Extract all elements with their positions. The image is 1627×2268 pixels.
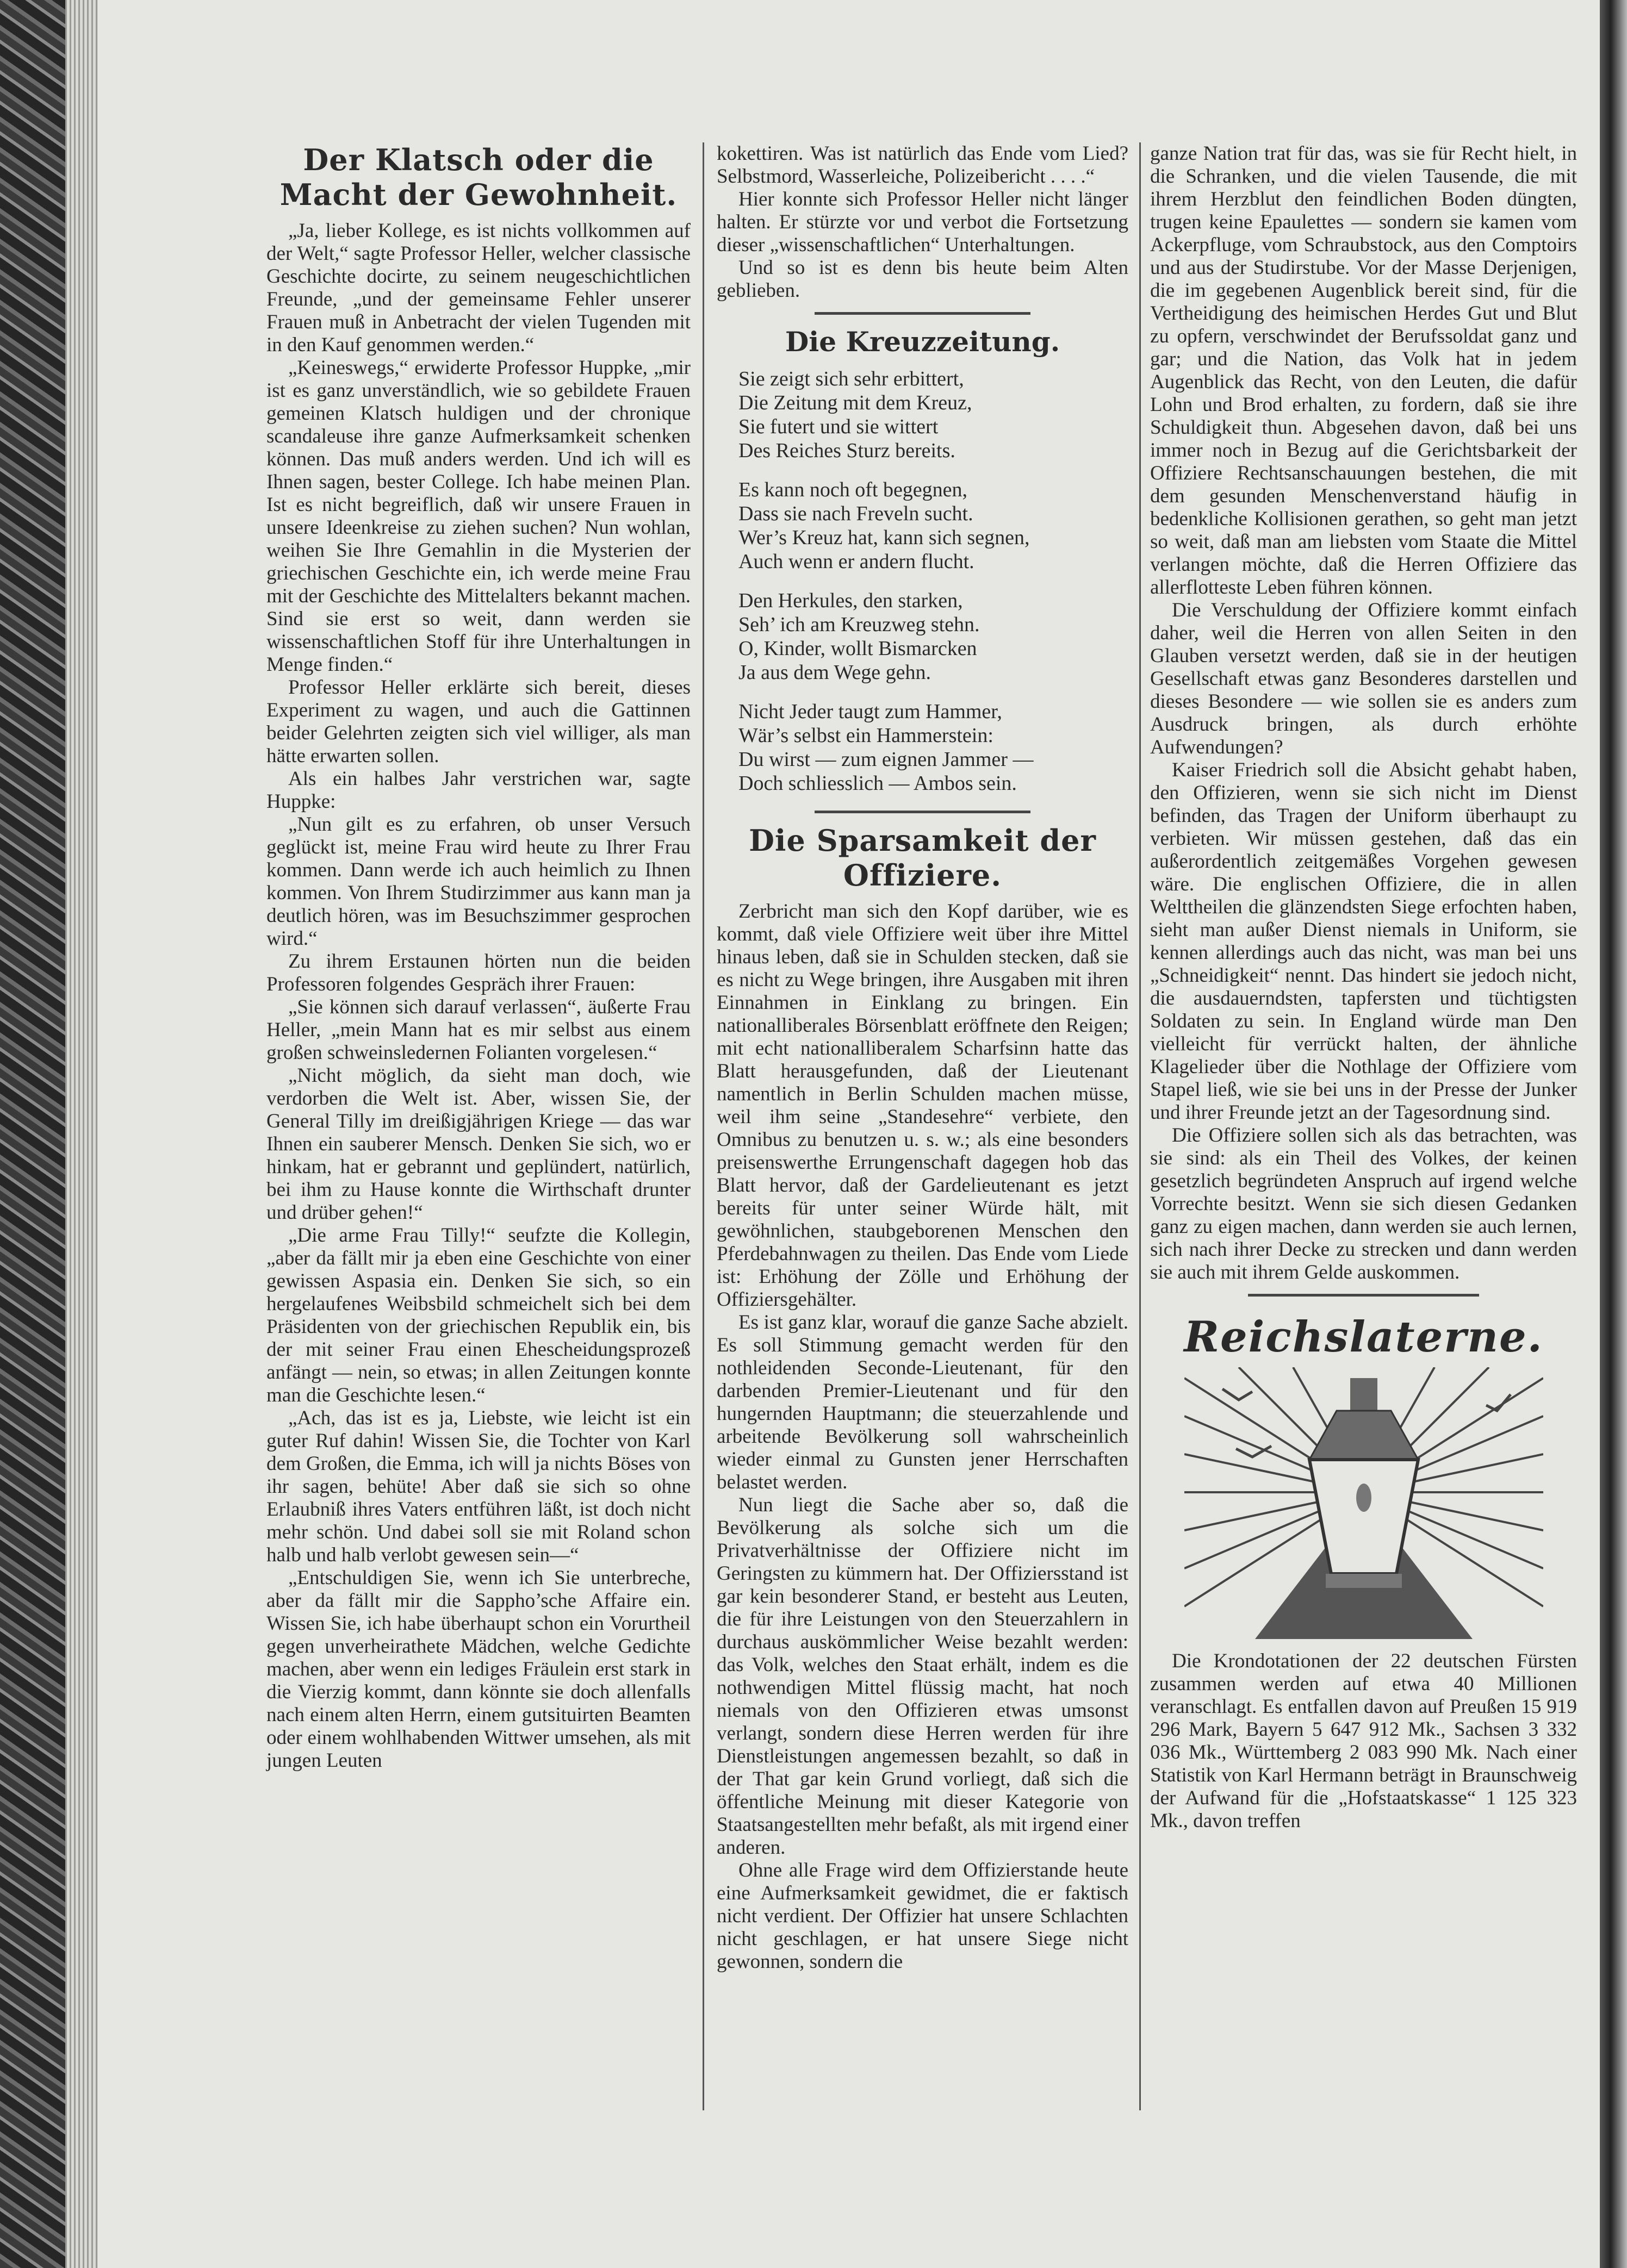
section-divider <box>815 811 1030 813</box>
section-title-reichslaterne: Reichslaterne. <box>1184 1312 1543 1362</box>
poem-stanza <box>738 367 1128 463</box>
paragraph: „Entschuldigen Sie, wenn ich Sie unterbreche, aber da fällt mir die Sappho’sche Affaire ein. Wissen Sie, ich habe überhaupt schon ein Vorurtheil gegen unverheirathete Mädchen, welche Gedichte machen, aber wenn ein lediges Fräulein erst stark in die Vierzig kommt, dann könnte sie doch allenfalls nach einem alten Herrn, einem gutsituirten Beamten oder einem wohlhabenden Wittwer umsehen, als mit jungen Leuten <box>266 1567 691 1772</box>
paragraph: „Ja, lieber Kollege, es ist nichts vollkommen auf der Welt,“ sagte Professor Heller, welcher classische Geschichte docirte, zu seinem neugeschichtlichen Freunde, „und der gemeinsame Fehler unserer Frauen muß in Anbetracht der vielen Tugenden mit in den Kauf genommen werden.“ <box>266 220 691 356</box>
paragraph: Zerbricht man sich den Kopf darüber, wie es kommt, daß viele Offiziere weit über ihre Mittel hinaus leben, daß sie in Schulden stecken, daß sie es nicht zu Wege bringen, ihre Ausgaben mit ihren Einnahmen in Einklang zu bringen. Ein nationalliberales Börsenblatt eröffnete den Reigen; mit echt nationalliberalem Scharfsinn hatte das Blatt herausgefunden, daß der Lieutenant namentlich in Berlin Schulden machen müsse, weil ihm seine „Standesehre“ verbiete, den Omnibus zu benutzen u. s. w.; als eine besonders preisenswerthe Errungenschaft dagegen hob das Blatt hervor, daß der Gardelieutenant es jetzt bereits für unter seiner Würde hält, mit gewöhnlichen, staubgeborenen Menschen den Pferdebahnwagen zu theilen. Das Ende vom Liede ist: Erhöhung der Zölle und Erhöhung der Offiziersgehälter. <box>717 900 1128 1311</box>
facing-page-edge <box>1600 0 1627 2268</box>
poem-line: Es kann noch oft begegnen, <box>738 478 968 501</box>
poem-line: Die Zeitung mit dem Kreuz, <box>738 391 972 414</box>
paragraph: Es ist ganz klar, worauf die ganze Sache abzielt. Es soll Stimmung gemacht werden für den nothleidenden Seconde-Lieutenant, für den darbenden Premier-Lieutenant und für den hungernden Hauptmann; die steuerzahlende und arbeitende Bevölkerung soll wahrscheinlich wieder einmal zu Gunsten jener Herrschaften belastet werden. <box>717 1311 1128 1493</box>
paragraph: „Ach, das ist es ja, Liebste, wie leicht ist ein guter Ruf dahin! Wissen Sie, die Tochter von Karl dem Großen, die Emma, ich will ja nichts Böses von ihr sagen, behüte! Aber daß sie sich so ohne Erlaubniß ihres Vaters entführen läßt, ist doch nicht mehr schön. Und dabei soll sie mit Roland schon halb und halb verlobt gewesen sein—“ <box>266 1407 691 1566</box>
lantern-illustration <box>1184 1367 1543 1639</box>
column-2 <box>717 142 1128 1973</box>
book-binding <box>0 0 65 2268</box>
paragraph: „Keineswegs,“ erwiderte Professor Huppke, „mir ist es ganz unverständlich, wie so gebildete Frauen gemeinen Klatsch huldigen und der chronique scandaleuse ihre ganze Aufmerksamkeit schenken können. Das muß anders werden. Und ich will es Ihnen sagen, bester College. Ich habe meinen Plan. Ist es nicht begreiflich, daß wir unsere Frauen in unsere Ideenkreise zu ziehen suchen? Nun wohlan, weihen Sie Ihre Gemahlin in die Mysterien der griechischen Geschichte ein, ich werde meine Frau mit der Geschichte des Mittelalters bekannt machen. Sind sie erst so weit, dann werden sie wissenschaftlichen Stoff für ihre Unterhaltungen in Menge finden.“ <box>266 357 691 676</box>
poem-title-kreuzzeitung: Die Kreuzzeitung. <box>785 326 1060 358</box>
lantern-base <box>1326 1574 1402 1588</box>
poem-stanza <box>738 700 1128 795</box>
paragraph: „Nicht möglich, da sieht man doch, wie verdorben die Welt ist. Aber, wissen Sie, der General Tilly im dreißigjährigen Kriege — das war Ihnen ein sauberer Mensch. Denken Sie sich, wo er hinkam, hat er gebrannt und geplündert, natürlich, bei ihm zu Hause konnte die Wirthschaft drunter und drüber gehen!“ <box>266 1064 691 1224</box>
lantern-roof <box>1309 1411 1418 1460</box>
paragraph: Als ein halbes Jahr verstrichen war, sagte Huppke: <box>266 768 691 813</box>
flame-icon <box>1356 1484 1371 1512</box>
column-divider <box>703 142 704 2110</box>
column-1 <box>266 142 691 1772</box>
column-divider <box>1139 142 1141 2110</box>
poem-line: Sie futert und sie wittert <box>738 415 939 438</box>
paragraph: Ohne alle Frage wird dem Offizierstande heute eine Aufmerksamkeit gewidmet, die er faktisch nicht verdient. Der Offizier hat unsere Schlachten nicht geschlagen, er hat unsere Siege nicht gewonnen, sondern die <box>717 1859 1128 1973</box>
paragraph: „Sie können sich darauf verlassen“, äußerte Frau Heller, „mein Mann hat es mir selbst aus einem großen schweinsledernen Folianten vorgelesen.“ <box>266 996 691 1064</box>
poem-line: Wer’s Kreuz hat, kann sich segnen, <box>738 526 1030 549</box>
poem-line: Des Reiches Sturz bereits. <box>738 439 955 462</box>
poem-line: Seh’ ich am Kreuzweg stehn. <box>738 613 980 636</box>
poem-stanza <box>738 478 1128 574</box>
page-edges <box>65 0 98 2268</box>
paragraph: Nun liegt die Sache aber so, daß die Bevölkerung als solche sich um die Privatverhältnisse der Offiziere nicht im Geringsten zu kümmern hat. Der Offiziersstand ist gar kein besonderer Stand, er besteht aus Leuten, die für ihre Leistungen von den Steuerzahlern in durchaus auskömmlicher Weise bezahlt werden: das Volk, welches den Staat erhält, indem es die nothwendigen Mittel flüssig macht, hat noch niemals von den Offizieren etwas umsonst verlangt, sondern diese Herren werden für ihre Dienstleistungen angemessen bezahlt, so daß in der That gar kein Grund vorliegt, daß sich die öffentliche Meinung mit dieser Kategorie von Staatsangestellten mehr befaßt, als mit irgend einer anderen. <box>717 1494 1128 1859</box>
paragraph: ganze Nation trat für das, was sie für Recht hielt, in die Schranken, und die vielen Tausende, die mit ihrem Herzblut den feindlichen Boden düngten, trugen keine Epaulettes — sondern sie kamen vom Ackerpfluge, vom Schraubstock, aus den Comptoirs und aus der Studirstube. Vor der Masse Derjenigen, die im gegebenen Augenblick bereit sind, für die Vertheidigung des heimischen Herdes Gut und Blut zu opfern, verschwindet der Berufssoldat ganz und gar; und die Nation, das Volk hat in jedem Augenblick das Recht, von den Leuten, die dafür Lohn und Brod erhalten, zu fordern, daß sie ihre Schuldigkeit thun. Abgesehen davon, daß bei uns immer noch in Bezug auf die Gerichtsbarkeit der Offiziere Rechtsanschauungen bestehen, die mit dem gesunden Menschenverstand häufig in bedenkliche Kollisionen gerathen, so geht man jetzt so weit, daß man am liebsten vom Staate die Mittel verlangen möchte, daß die Herren Offiziere das allerflotteste Leben führen können. <box>1150 142 1577 599</box>
lantern-chimney <box>1350 1378 1377 1411</box>
poem-line: O, Kinder, wollt Bismarcken <box>738 637 977 660</box>
section-divider <box>815 312 1030 315</box>
paragraph: Die Krondotationen der 22 deutschen Fürsten zusammen werden auf etwa 40 Millionen veranschlagt. Es entfallen davon auf Preußen 15 919 296 Mark, Bayern 5 647 912 Mk., Sachsen 3 332 036 Mk., Württemberg 2 083 990 Mk. Nach einer Statistik von Karl Hermann beträgt in Braunschweig der Aufwand für die „Hofstaatskasse“ 1 125 323 Mk., davon treffen <box>1150 1650 1577 1832</box>
paragraph: kokettiren. Was ist natürlich das Ende vom Lied? Selbstmord, Wasserleiche, Polizeibericht . . . .“ <box>717 142 1128 188</box>
paragraph: Professor Heller erklärte sich bereit, dieses Experiment zu wagen, und auch die Gattinnen beider Gelehrten zeigten sich viel williger, als man hätte erwarten sollen. <box>266 676 691 767</box>
poem-line: Du wirst — zum eignen Jammer — <box>738 748 1034 771</box>
paragraph: Zu ihrem Erstaunen hörten nun die beiden Professoren folgendes Gespräch ihrer Frauen: <box>266 950 691 995</box>
poem-line: Doch schliesslich — Ambos sein. <box>738 772 1017 795</box>
poem-line: Den Herkules, den starken, <box>738 589 963 612</box>
paragraph: „Die arme Frau Tilly!“ seufzte die Kollegin, „aber da fällt mir ja eben eine Geschichte von einer gewissen Aspasia ein. Denken Sie sich, so ein hergelaufenes Weibsbild schmeichelt sich bei dem Präsidenten von der griechischen Republik ein, bis der mit seiner Frau einen Ehescheidungsprozeß anfängt — nein, so etwas; in allen Zeitungen konnte man die Geschichte lesen.“ <box>266 1224 691 1406</box>
paragraph: „Nun gilt es zu erfahren, ob unser Versuch geglückt ist, meine Frau wird heute zu Ihrer Frau kommen. Dann werde ich auch heimlich zu Ihnen kommen. Von Ihrem Studirzimmer aus kann man ja deutlich hören, was im Besuchszimmer gesprochen wird.“ <box>266 813 691 950</box>
poem-stanza <box>738 589 1128 684</box>
paragraph: Hier konnte sich Professor Heller nicht länger halten. Er stürzte vor und verbot die Fortsetzung dieser „wissenschaftlichen“ Unterhaltungen. <box>717 188 1128 256</box>
paragraph: Die Verschuldung der Offiziere kommt einfach daher, weil die Herren von allen Seiten in den Glauben versetzt werden, daß sie in der heutigen Gesellschaft etwas ganz Besonderes darstellen und dieses Besondere — wie sollen sie es anders zum Ausdruck bringen, als durch erhöhte Aufwendungen? <box>1150 599 1577 758</box>
poem-line: Nicht Jeder taugt zum Hammer, <box>738 700 1002 723</box>
column-3 <box>1150 142 1577 1833</box>
poem-line: Sie zeigt sich sehr erbittert, <box>738 367 964 390</box>
poem-line: Dass sie nach Freveln sucht. <box>738 502 973 525</box>
article-title-klatsch: Der Klatsch oder die Macht der Gewohnheit. <box>280 142 678 212</box>
poem-line: Wär’s selbst ein Hammerstein: <box>738 724 993 747</box>
section-divider <box>1248 1294 1479 1297</box>
paragraph: Und so ist es denn bis heute beim Alten geblieben. <box>717 257 1128 302</box>
article-title-sparsamkeit: Die Sparsamkeit der Offiziere. <box>749 823 1096 893</box>
poem-line: Ja aus dem Wege gehn. <box>738 661 931 684</box>
paragraph: Kaiser Friedrich soll die Absicht gehabt haben, den Offizieren, wenn sie sich nicht im Dienst befinden, das Tragen der Uniform überhaupt zu verbieten. Wir müssen gestehen, daß das ein außerordentlich zeitgemäßes Vorgehen gewesen wäre. Die englischen Offiziere, die in allen Welttheilen die glänzendsten Siege erfochten haben, sieht man außer Dienst niemals in Uniform, sie kennen allerdings auch das nicht, was man bei uns „Schneidigkeit“ nennt. Das hindert sie jedoch nicht, die ausdauerndsten, tapfersten und tüchtigsten Soldaten zu sein. In England würde man Den vielleicht für verrückt halten, der ähnliche Klagelieder über die Nothlage der Offiziere vom Stapel ließ, wie sie bei uns in der Presse der Junker und ihrer Freunde jetzt an der Tagesordnung sind. <box>1150 759 1577 1124</box>
paragraph: Die Offiziere sollen sich als das betrachten, was sie sind: als ein Theil des Volkes, der keinen gesetzlich begründeten Anspruch auf irgend welche Vorrechte besitzt. Wenn sie sich diesen Gedanken ganz zu eigen machen, dann werden sie auch lernen, sich nach ihrer Decke zu strecken und dann werden sie auch mit ihrem Gelde auskommen. <box>1150 1124 1577 1283</box>
poem-line: Auch wenn er andern flucht. <box>738 550 974 573</box>
